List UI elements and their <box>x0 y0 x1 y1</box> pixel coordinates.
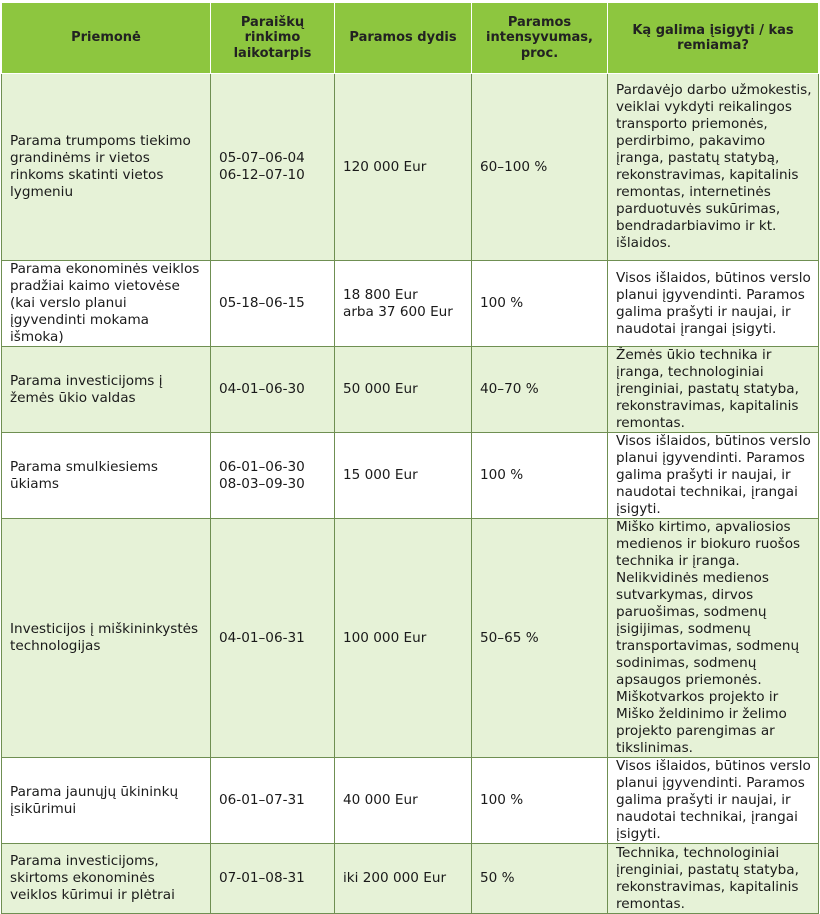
period-line: 04-01–06-31 <box>219 629 305 646</box>
support-measures-table <box>1 2 819 914</box>
header-measure: Priemonė <box>2 3 211 74</box>
intensity-cell: 40–70 % <box>472 347 608 433</box>
amount-line: 120 000 Eur <box>343 158 427 175</box>
amount-cell <box>335 758 472 844</box>
period-cell <box>211 347 335 433</box>
eligible-costs-cell: Technika, technologiniai įrenginiai, pastatų statyba, rekonstravimas, kapitalinis remontas. <box>608 844 819 914</box>
eligible-costs-cell: Žemės ūkio technika ir įranga, technologiniai įrenginiai, pastatų statyba, rekonstravimas, kapitalinis remontas. <box>608 347 819 433</box>
period-line: 04-01–06-30 <box>219 381 305 397</box>
amount-line: 100 000 Eur <box>343 629 427 646</box>
measure-cell: Parama investicijoms, skirtoms ekonominės veiklos kūrimui ir plėtrai <box>2 844 211 914</box>
table-row <box>2 261 819 347</box>
eligible-costs-cell: Miško kirtimo, apvaliosios medienos ir biokuro ruošos technika ir įranga. Nelikvidinės medienos sutvarkymas, dirvos paruošimas, sodmenų įsigijimas, sodmenų transportavimas, sodmenų sodinimas, sodmenų apsaugos priemonės. Miškotvarkos projekto ir Miško želdinimo ir želimo projekto parengimas ar tikslinimas. <box>608 519 819 758</box>
period-cell <box>211 261 335 347</box>
eligible-costs-cell: Pardavėjo darbo užmokestis, veiklai vykdyti reikalingos transporto priemonės, perdirbimo, pakavimo įranga, pastatų statybą, rekonstravimas, kapitalinis remontas, internetinės parduotuvės sukūrimas, bendradarbiavimo ir kt. išlaidos. <box>608 74 819 261</box>
eligible-costs-cell: Visos išlaidos, būtinos verslo planui įgyvendinti. Paramos galima prašyti ir naujai, ir naudotai įrangai įsigyti. <box>608 261 819 347</box>
period-line: 05-07–06-04 <box>219 150 305 166</box>
table-header-row <box>2 3 819 74</box>
amount-cell <box>335 347 472 433</box>
amount-cell <box>335 433 472 519</box>
amount-cell <box>335 519 472 758</box>
period-line: 05-18–06-15 <box>219 295 305 311</box>
table-row <box>2 433 819 519</box>
period-line: 06-01–06-30 <box>219 458 305 475</box>
amount-cell <box>335 844 472 914</box>
header-what: Ką galima įsigyti / kas remiama? <box>608 3 819 74</box>
measure-cell: Parama trumpoms tiekimo grandinėms ir vietos rinkoms skatinti vietos lygmeniu <box>2 74 211 261</box>
period-line: 07-01–08-31 <box>219 870 305 886</box>
table-row <box>2 347 819 433</box>
intensity-cell: 100 % <box>472 433 608 519</box>
period-cell <box>211 74 335 261</box>
amount-line: 40 000 Eur <box>343 792 418 808</box>
table-row <box>2 844 819 914</box>
period-cell <box>211 758 335 844</box>
intensity-cell: 50 % <box>472 844 608 914</box>
measure-cell: Investicijos į miškininkystės technologijas <box>2 519 211 758</box>
amount-cell <box>335 261 472 347</box>
eligible-costs-cell: Visos išlaidos, būtinos verslo planui įgyvendinti. Paramos galima prašyti ir naujai, ir naudotai technikai, įrangai įsigyti. <box>608 433 819 519</box>
header-amount: Paramos dydis <box>335 3 472 74</box>
table-row <box>2 519 819 758</box>
header-intensity: Paramos intensyvumas, proc. <box>472 3 608 74</box>
amount-line: 50 000 Eur <box>343 381 418 397</box>
intensity-cell: 100 % <box>472 758 608 844</box>
measure-cell: Parama ekonominės veiklos pradžiai kaimo vietovėse (kai verslo planui įgyvendinti mokama išmoka) <box>2 261 211 347</box>
table-row <box>2 758 819 844</box>
measure-cell: Parama smulkiesiems ūkiams <box>2 433 211 519</box>
eligible-costs-cell: Visos išlaidos, būtinos verslo planui įgyvendinti. Paramos galima prašyti ir naujai, ir naudotai technikai, įrangai įsigyti. <box>608 758 819 844</box>
period-line: 06-01–07-31 <box>219 792 305 808</box>
measure-cell: Parama jaunųjų ūkininkų įsikūrimui <box>2 758 211 844</box>
amount-cell <box>335 74 472 261</box>
table-row <box>2 74 819 261</box>
intensity-cell: 60–100 % <box>472 74 608 261</box>
period-cell <box>211 433 335 519</box>
period-line: 08-03–09-30 <box>219 475 305 492</box>
header-period: Paraiškų rinkimo laikotarpis <box>211 3 335 74</box>
period-line: 06-12–07-10 <box>219 167 305 183</box>
measure-cell: Parama investicijoms į žemės ūkio valdas <box>2 347 211 433</box>
intensity-cell: 100 % <box>472 261 608 347</box>
amount-line: iki 200 000 Eur <box>343 870 447 886</box>
amount-line: arba 37 600 Eur <box>343 303 453 320</box>
period-cell <box>211 844 335 914</box>
amount-line: 18 800 Eur <box>343 286 418 303</box>
period-cell <box>211 519 335 758</box>
intensity-cell: 50–65 % <box>472 519 608 758</box>
amount-line: 15 000 Eur <box>343 467 418 483</box>
